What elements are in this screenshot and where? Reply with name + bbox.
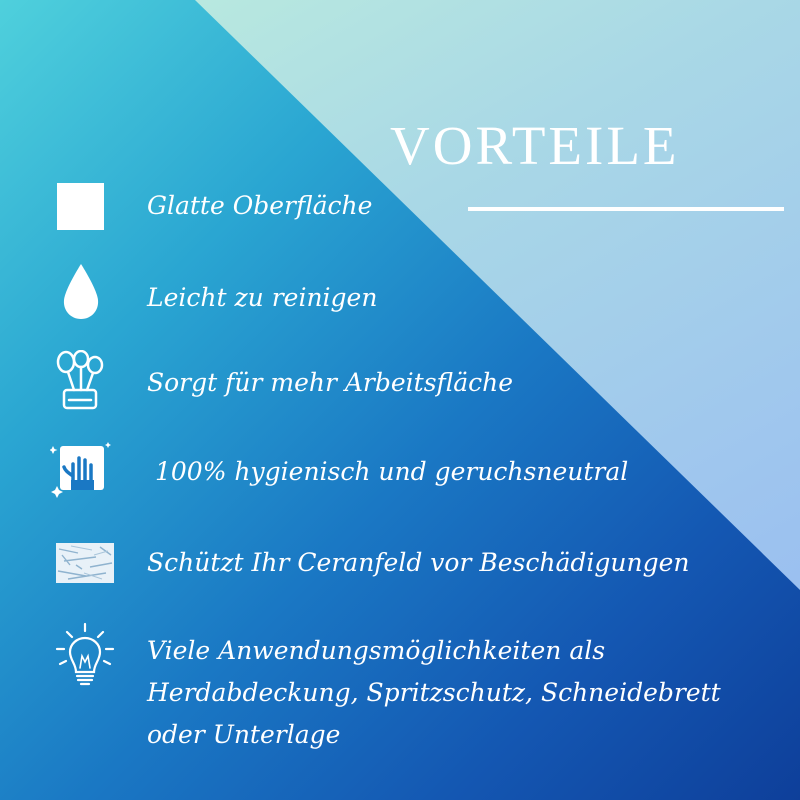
- page-title: VORTEILE: [390, 115, 680, 176]
- scratched-surface-icon: [56, 543, 114, 583]
- item-leicht-zu-reinigen: Leicht zu reinigen: [147, 283, 378, 312]
- square-icon: [57, 183, 104, 230]
- item-schuetzt-ceranfeld: Schützt Ihr Ceranfeld vor Beschädigungen: [147, 548, 690, 577]
- title-underline: [468, 207, 784, 211]
- kitchen-utensils-icon: [52, 350, 108, 412]
- clean-hand-icon: [50, 440, 112, 500]
- item-anwendungsmoeglichkeiten: Viele Anwendungsmöglichkeiten als Herdabdeckung, Spritzschutz, Schneidebrett oder Unterlage: [147, 636, 721, 749]
- lightbulb-icon: [52, 622, 118, 690]
- item-glatte-oberflaeche: Glatte Oberfläche: [147, 191, 373, 220]
- item-hygienisch: 100% hygienisch und geruchsneutral: [155, 457, 629, 486]
- item-arbeitsflaeche: Sorgt für mehr Arbeitsfläche: [147, 368, 514, 397]
- drop-icon: [62, 264, 100, 320]
